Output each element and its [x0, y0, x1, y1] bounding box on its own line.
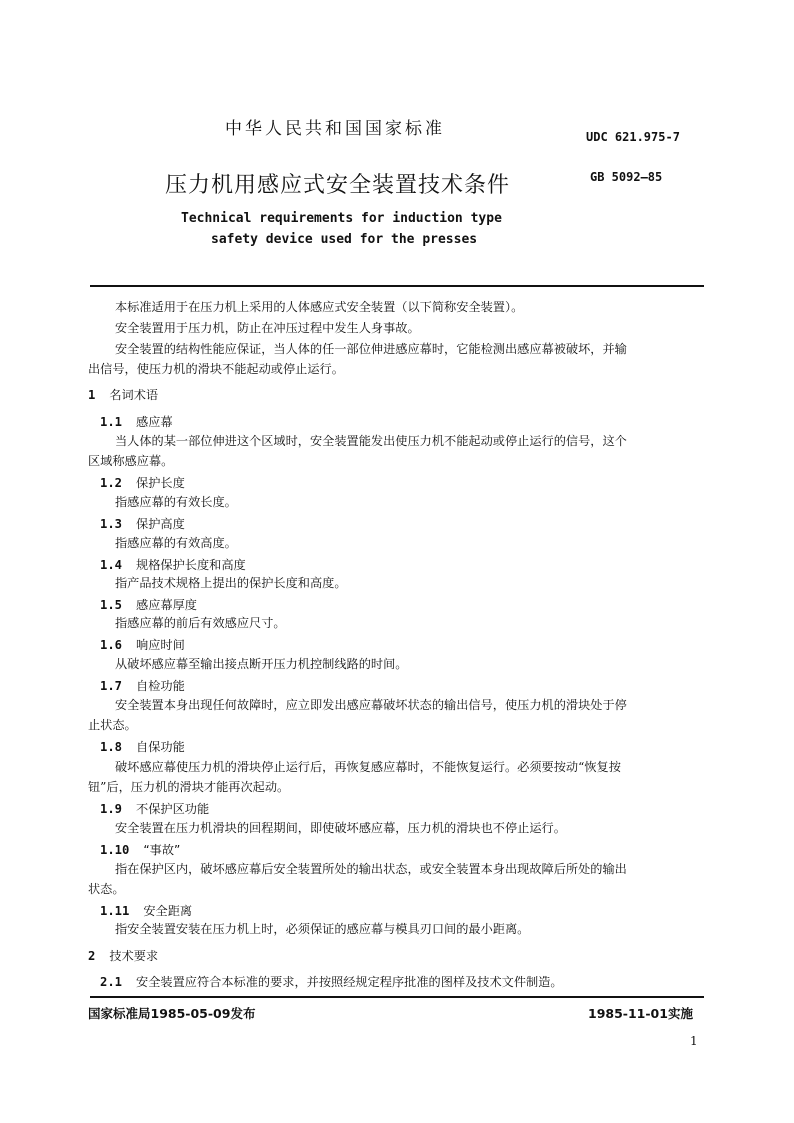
term-heading	[100, 902, 192, 919]
term-number: 1.4	[100, 558, 123, 572]
term-heading	[100, 841, 180, 858]
term-definition-continued: 止状态。	[88, 718, 137, 732]
term-number: 1.8	[100, 740, 123, 754]
intro-paragraph-3-line-2: 出信号，使压力机的滑块不能起动或停止运行。	[88, 362, 344, 376]
term-definition: 破坏感应幕使压力机的滑块停止运行后，再恢复感应幕时，不能恢复运行。必须要按动“恢复按	[115, 760, 621, 774]
english-title-line-1: Technical requirements for induction type	[181, 211, 502, 226]
section-2-heading	[88, 947, 158, 964]
term-number: 1.3	[100, 517, 123, 531]
term-definition-continued: 状态。	[88, 882, 125, 896]
term-name: 保护高度	[136, 517, 185, 531]
term-definition: 指感应幕的有效高度。	[115, 536, 237, 550]
item-text: 安全装置应符合本标准的要求，并按照经规定程序批准的图样及技术文件制造。	[136, 975, 563, 989]
term-heading	[100, 738, 185, 755]
term-definition: 指产品技术规格上提出的保护长度和高度。	[115, 576, 347, 590]
term-number: 1.9	[100, 802, 123, 816]
term-name: 自保功能	[136, 740, 185, 754]
term-heading	[100, 413, 173, 430]
term-name: 安全距离	[143, 904, 193, 918]
section-2-item	[100, 973, 563, 990]
term-name: 感应幕厚度	[136, 598, 197, 612]
term-definition: 指安全装置安装在压力机上时，必须保证的感应幕与模具刃口间的最小距离。	[115, 922, 530, 936]
section-number: 2	[88, 949, 96, 963]
gb-number: GB 5092—85	[590, 170, 663, 184]
term-definition-continued: 区域称感应幕。	[88, 454, 174, 468]
term-definition: 指感应幕的有效长度。	[115, 495, 237, 509]
term-definition: 当人体的某一部位伸进这个区域时，安全装置能发出使压力机不能起动或停止运行的信号，这个	[115, 434, 627, 448]
term-definition: 安全装置在压力机滑块的回程期间，即使破坏感应幕，压力机的滑块也不停止运行。	[115, 821, 566, 835]
term-number: 1.5	[100, 598, 123, 612]
term-number: 1.2	[100, 476, 123, 490]
term-heading	[100, 556, 246, 573]
term-heading	[100, 677, 185, 694]
term-number: 1.11	[100, 904, 130, 918]
standard-org-heading: 中华人民共和国国家标准	[225, 119, 445, 139]
term-number: 1.10	[100, 843, 130, 857]
term-name: 感应幕	[136, 415, 173, 429]
issue-date: 国家标准局1985-05-09发布	[88, 1006, 256, 1021]
term-number: 1.1	[100, 415, 123, 429]
section-title: 技术要求	[109, 949, 159, 963]
term-number: 1.7	[100, 679, 123, 693]
top-divider	[90, 285, 704, 287]
intro-paragraph-1: 本标准适用于在压力机上采用的人体感应式安全装置（以下简称安全装置）。	[115, 300, 524, 314]
term-definition-continued: 钮”后，压力机的滑块才能再次起动。	[88, 780, 290, 794]
bottom-divider	[90, 996, 704, 998]
document-title: 压力机用感应式安全装置技术条件	[165, 173, 511, 198]
term-name: “事故”	[143, 843, 181, 857]
item-number: 2.1	[100, 975, 123, 989]
term-heading	[100, 515, 185, 532]
term-name: 规格保护长度和高度	[136, 558, 246, 572]
term-name: 不保护区功能	[136, 802, 210, 816]
term-definition: 从破坏感应幕至输出接点断开压力机控制线路的时间。	[115, 657, 408, 671]
section-1-heading	[88, 386, 158, 403]
term-definition: 安全装置本身出现任何故障时，应立即发出感应幕破坏状态的输出信号，使压力机的滑块处于停	[115, 698, 627, 712]
term-name: 保护长度	[136, 476, 185, 490]
term-definition: 指感应幕的前后有效感应尺寸。	[115, 616, 286, 630]
page-number: 1	[690, 1034, 698, 1048]
english-title-line-2: safety device used for the presses	[211, 232, 478, 247]
udc-code: UDC 621.975-7	[586, 130, 680, 144]
term-name: 响应时间	[136, 638, 185, 652]
section-title: 名词术语	[109, 388, 159, 402]
term-number: 1.6	[100, 638, 123, 652]
term-heading	[100, 636, 185, 653]
term-heading	[100, 800, 209, 817]
intro-paragraph-3-line-1: 安全装置的结构性能应保证，当人体的任一部位伸进感应幕时，它能检测出感应幕被破坏，并输	[115, 342, 627, 356]
term-definition: 指在保护区内，破坏感应幕后安全装置所处的输出状态，或安全装置本身出现故障后所处的输出	[115, 862, 627, 876]
term-heading	[100, 596, 197, 613]
section-number: 1	[88, 388, 96, 402]
term-name: 自检功能	[136, 679, 185, 693]
intro-paragraph-2: 安全装置用于压力机，防止在冲压过程中发生人身事故。	[115, 321, 420, 335]
effective-date: 1985-11-01实施	[588, 1006, 693, 1021]
term-heading	[100, 474, 185, 491]
